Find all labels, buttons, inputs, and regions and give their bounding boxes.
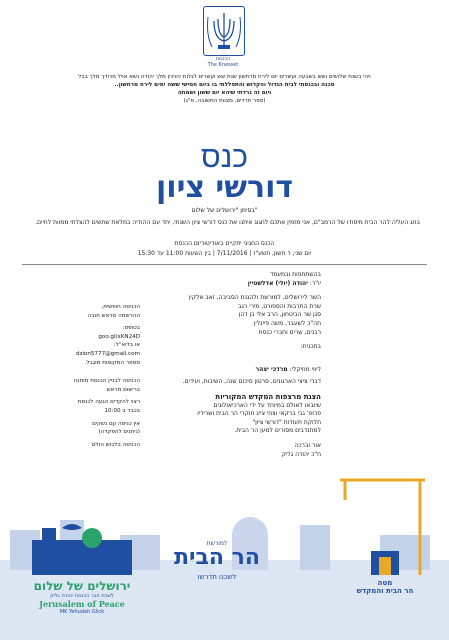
- intro-line-2: סכנה ובכנסתי לבית הגדול והקדוש והתפללתי בו ביום חמישי ששה ימים לירח מרחשון..: [114, 82, 335, 88]
- intro-line-1: ויהי בשנת שלושים ושש בשבעה ועשרים יום לירח מרחשון שנת שש ועשרים לגלות יהויכין מלך יהודה נשא אויל מרודך מלך בבל: [78, 74, 371, 80]
- highlight-line: פרופ' גבי ברקאי וצחי צייג חוקרי הר הבית ושרידיו: [197, 410, 321, 418]
- speeches-line: דברי ציצי הארגונים, סרטון סיכום שנה, השיבות, ועידים.: [182, 378, 321, 386]
- temple-icon: [365, 545, 405, 575]
- knesset-logo-label: הכנסת The Knesset: [207, 56, 239, 68]
- registration-notes: הכניסה חופשית, ההרשמה מראש חובה בטופס: goo.gl/xKN24D או בדוא"ל: dzion5777@gmail.com מספר המקומות מוגבל. הכניסה לבניין הכנסת מותנה ברישום מראש רצוי להקדים הגעה לכנסת בכבר ב 10:00 אין כניסה עם נשקים (ניתנים להפקדה) הכניסה בלבוש הולם: [30, 303, 140, 449]
- divider: [22, 264, 427, 265]
- form-link[interactable]: goo.gl/xKN24D: [98, 333, 140, 340]
- highlight-title: הצגת מרצפות המקדש המקוריות: [215, 392, 321, 401]
- speaker-item: השר לירושלים, למורשת ולהגנת הסביבה, זאב אלקין: [188, 294, 321, 302]
- highlight-line: שיובאו לאולם במיוחד על ידי הארכיאולוגים: [213, 401, 321, 409]
- knesset-emblem-icon: [203, 6, 245, 56]
- speaker-item: רבנים, שרים וחברי כנסת: [258, 328, 321, 336]
- participation-label: בהשתתפות ובמעמד: [269, 271, 321, 278]
- invitation-text: בחג העליה להר הבית מיסודו של הרמב"ם, אני מזמין אתכם לחגוג איתנו את כנס דורשי ציון השנתי, יחד עם ההודיה במלאת שתשים להצלתי ממוות לחיים.: [35, 219, 420, 226]
- speaker-item: סגן שר הביטחון, הרב אלי בן דהן: [238, 311, 321, 319]
- speaker-item: שרת התרבות והספורט, מירי רגב: [238, 302, 321, 310]
- intro-quote: [22, 73, 427, 105]
- signature-text: ח"כ יהודה גליק: [281, 450, 321, 458]
- closing-text: אור וברכה: [294, 441, 321, 449]
- chair-line: יו"ר: יהודה (יולי) אדלשטיין: [247, 279, 321, 287]
- jerusalem-of-peace-logo: ירושלים של שלום לשכת חבר הכנסת יהודה גליק Jerusalem of Peace MK Yehudah Glick: [22, 520, 142, 620]
- har-habayit-logo: למורשת הר הבית לשכנו תדרשו: [173, 540, 261, 581]
- email-link[interactable]: dzion5777@gmail.com: [75, 350, 140, 357]
- venue-text: הכנס החגיגי יתקיים באודיטוריום הכנסת: [174, 240, 275, 247]
- music-line: ליווי מוזיקלי: מרדכי יצהר: [255, 365, 321, 373]
- highlight-line: למתנדבים מסורים למען הר הבית.: [234, 427, 321, 435]
- intro-source: (ספר חרדים, מצוות התשובה, פ"ג): [183, 98, 266, 104]
- highlight-line: חלוקת תעודות "דורשי ציון": [252, 418, 321, 426]
- speaker-item: חה"כ לשעבר, משה פייגלין: [253, 319, 321, 327]
- tagline: בסימן "ירושלים של שלום": [191, 207, 258, 214]
- date-time-text: יום שני, ו' חשון, תשע"ז | 7/11/2016 | בין השעות 11:00 עד 15:30: [137, 250, 312, 257]
- city-dove-icon: [22, 520, 142, 575]
- program-label: בתכנית:: [300, 343, 321, 351]
- page-title: כנס: [200, 140, 249, 175]
- temple-mount-logo: מטה הר הבית והמקדש: [345, 545, 425, 615]
- page-subtitle: דורשי ציון: [155, 170, 294, 205]
- intro-line-3: ויום זה נרדתי שיהא יום ששון ושמחה: [177, 90, 272, 96]
